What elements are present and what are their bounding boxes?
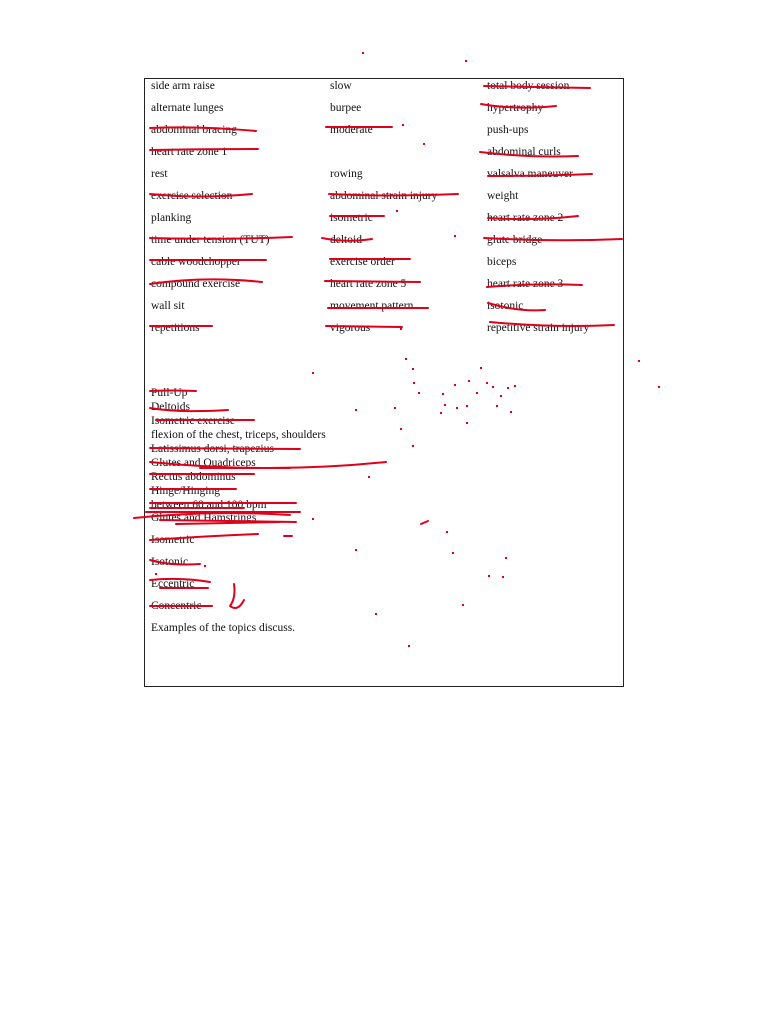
grid-term: time under tension (TUT)	[151, 234, 270, 246]
answer-line: Deltoids	[151, 401, 190, 413]
grid-term: compound exercise	[151, 278, 241, 290]
grid-term: alternate lunges	[151, 102, 224, 114]
grid-term: total body session	[487, 80, 570, 92]
grid-term: hypertrophy	[487, 102, 544, 114]
grid-term: repetitions	[151, 322, 200, 334]
grid-term: isometric	[330, 212, 373, 224]
grid-term: heart rate zone 3	[487, 278, 564, 290]
grid-term: biceps	[487, 256, 517, 268]
grid-term: planking	[151, 212, 192, 224]
grid-term: side arm raise	[151, 80, 215, 92]
answer-line: Concentric	[151, 600, 202, 612]
grid-term: deltoid	[330, 234, 362, 246]
grid-term: heart rate zone 2	[487, 212, 564, 224]
grid-term: vigorous	[330, 322, 371, 334]
answer-line: Hinge/Hinging	[151, 485, 220, 497]
grid-term: repetitive strain injury	[487, 322, 590, 334]
grid-term: moderate	[330, 124, 373, 136]
grid-term: abdominal bracing	[151, 124, 237, 136]
answer-line: flexion of the chest, triceps, shoulders	[151, 429, 326, 441]
grid-term: heart rate zone 1	[151, 146, 228, 158]
answer-line: Glutes and Hamstrings	[151, 512, 257, 524]
grid-term: exercise selection	[151, 190, 233, 202]
grid-term: weight	[487, 190, 519, 202]
grid-term: rest	[151, 168, 168, 180]
answer-line: Glutes and Quadriceps	[151, 457, 256, 469]
answer-line: Eccentric	[151, 578, 195, 590]
grid-term: abdominal curls	[487, 146, 561, 158]
answer-line: Isotonic	[151, 556, 189, 568]
answer-line: Isometric	[151, 534, 195, 546]
grid-term: valsalva maneuver	[487, 168, 573, 180]
grid-term: wall sit	[151, 300, 185, 312]
answer-line: Examples of the topics discuss.	[151, 622, 296, 634]
grid-term: heart rate zone 5	[330, 278, 407, 290]
grid-term: movement pattern	[330, 300, 414, 312]
grid-term: isotonic	[487, 300, 524, 312]
grid-term: slow	[330, 80, 352, 92]
answer-line: Rectus abdominus	[151, 471, 236, 483]
answer-line: Pull-Up	[151, 387, 188, 399]
grid-term: cable woodchopper	[151, 256, 241, 268]
grid-term: glute bridge	[487, 234, 543, 246]
answer-line: Latissimus dorsi, trapezius	[151, 443, 274, 455]
grid-term: exercise order	[330, 256, 395, 268]
answer-line: between 60 and 100 bpm	[151, 499, 267, 511]
grid-term: rowing	[330, 168, 363, 180]
grid-term: abdominal strain injury	[330, 190, 438, 202]
grid-term: push-ups	[487, 124, 529, 136]
answer-line: Isometric exercise	[151, 415, 235, 427]
grid-term: burpee	[330, 102, 362, 114]
